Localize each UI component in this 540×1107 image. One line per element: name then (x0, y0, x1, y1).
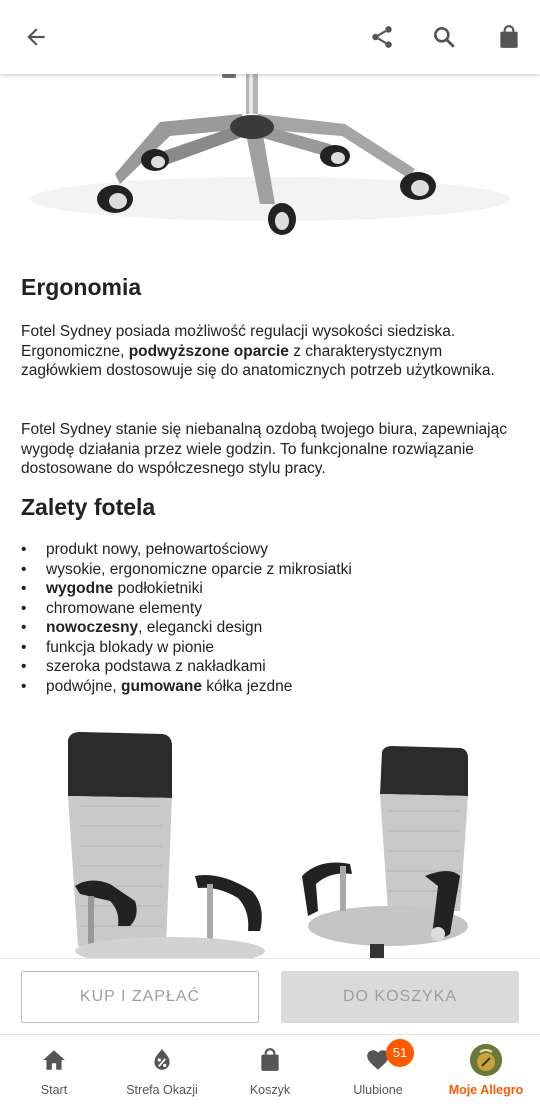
features-list (21, 540, 521, 696)
share-button[interactable] (362, 17, 402, 57)
discount-icon (149, 1047, 175, 1073)
paragraph-text: Fotel Sydney stanie się niebanalną ozdobą twojego biura, zapewniając wygodę działania przez wiele godzin. To funkcjonalne rozwiązanie dostosowane do współczesnego stylu pracy. (21, 421, 507, 477)
list-item: • szeroka podstawa z nakładkami (21, 657, 521, 677)
nav-label: Koszyk (249, 1083, 291, 1097)
list-item: • nowoczesny, elegancki design (21, 618, 521, 638)
purchase-action-bar (0, 958, 540, 1034)
favorites-count-badge: 51 (386, 1039, 414, 1067)
ergonomia-paragraph-2 (21, 420, 521, 479)
paragraph-bold-text: podwyższone oparcie (128, 342, 289, 360)
shopping-bag-icon (496, 24, 522, 50)
nav-item-moje-allegro[interactable] (432, 1035, 540, 1107)
product-description (0, 74, 540, 958)
list-item: • chromowane elementy (21, 599, 521, 619)
bottom-navigation (0, 1034, 540, 1107)
shopping-bag-icon (257, 1047, 283, 1073)
chair-base-image (20, 74, 520, 244)
section-title-zalety: Zalety fotela (21, 494, 156, 520)
list-item: • wysokie, ergonomiczne oparcie z mikrosiatki (21, 560, 521, 580)
avatar-image (470, 1044, 502, 1076)
arrow-left-icon (23, 24, 49, 50)
share-icon (369, 24, 395, 50)
list-item: • wygodne podłokietniki (21, 579, 521, 599)
list-item: • podwójne, gumowane kółka jezdne (21, 677, 521, 697)
add-to-cart-button[interactable]: DO KOSZYKA (281, 971, 519, 1023)
nav-label: Moje Allegro (448, 1083, 524, 1097)
section-title-ergonomia: Ergonomia (21, 274, 142, 300)
nav-item-koszyk[interactable] (216, 1035, 324, 1107)
search-button[interactable] (424, 17, 464, 57)
buy-and-pay-button[interactable]: KUP I ZAPŁAĆ (21, 971, 259, 1023)
nav-item-strefa-okazji[interactable] (108, 1035, 216, 1107)
nav-item-ulubione[interactable] (324, 1035, 432, 1107)
paragraph-text: Fotel Sydney posiada możliwość regulacji wysokości siedziska. Ergonomiczne, (21, 323, 456, 360)
office-chairs-image (20, 726, 520, 958)
cart-button[interactable] (489, 17, 529, 57)
ergonomia-paragraph-1 (21, 322, 521, 381)
nav-label: Ulubione (353, 1083, 403, 1097)
nav-label: Strefa Okazji (126, 1083, 198, 1097)
back-button[interactable] (16, 17, 56, 57)
list-item: • produkt nowy, pełnowartościowy (21, 540, 521, 560)
nav-item-start[interactable] (0, 1035, 108, 1107)
top-app-bar (0, 0, 540, 74)
paragraph-text: z charakterystycznym zagłówkiem dostosowuje się do anatomicznych potrzeb użytkownika. (21, 342, 495, 379)
search-icon (431, 24, 457, 50)
home-icon (41, 1047, 67, 1073)
list-item: • funkcja blokady w pionie (21, 638, 521, 658)
avatar (470, 1044, 502, 1076)
nav-label: Start (40, 1083, 68, 1097)
